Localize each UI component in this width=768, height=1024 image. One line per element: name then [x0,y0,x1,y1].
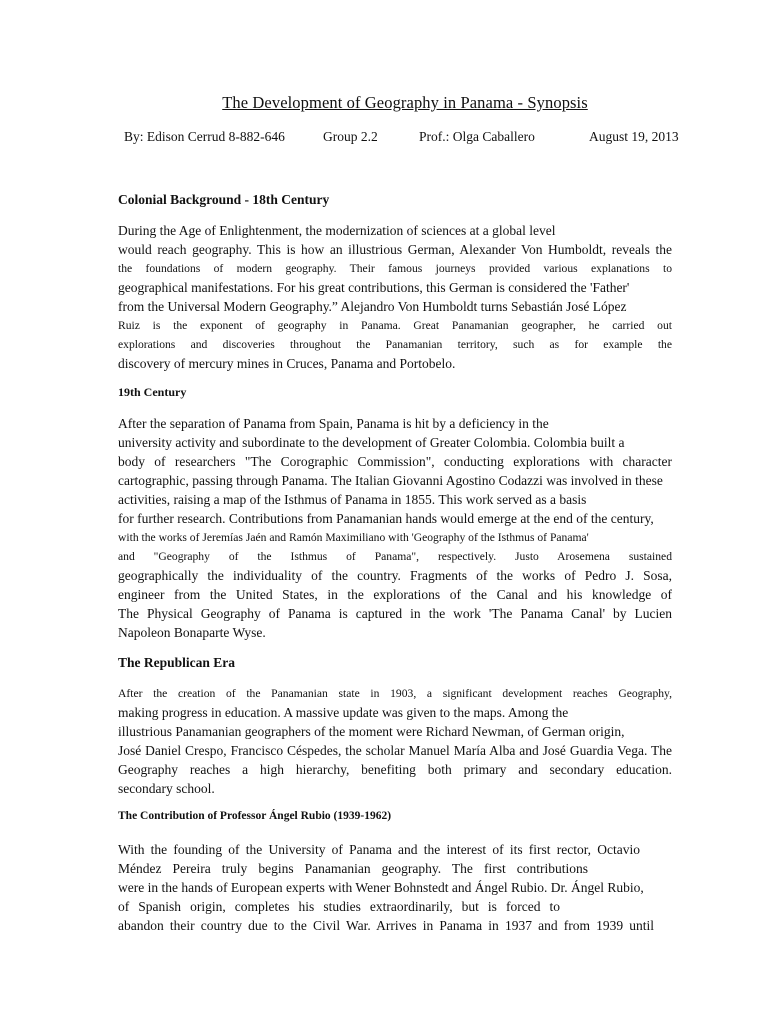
paragraph-line: of Spanish origin, completes his studies extraordinarily, but is forced to [118,899,560,914]
paragraph-line: discovery of mercury mines in Cruces, Panama and Portobelo. [118,356,456,371]
paragraph-line: geographical manifestations. For his great contributions, this German is considered the 'Father' [118,280,630,295]
paragraph-line: José Daniel Crespo, Francisco Céspedes, the scholar Manuel María Alba and José Guardia Vega. The [118,743,672,758]
paragraph-line: university activity and subordinate to the development of Greater Colombia. Colombia built a [118,435,625,450]
section-heading: The Republican Era [118,655,236,670]
paragraph-line: and "Geography of the Isthmus of Panama", respectively. Justo Arosemena sustained [118,550,672,563]
paragraph-line: with the works of Jeremías Jaén and Ramón Maximiliano with 'Geography of the Isthmus of Panama' [118,531,589,544]
section-heading: The Contribution of Professor Ángel Rubio (1939-1962) [118,810,392,822]
document-title: The Development of Geography in Panama - Synopsis [222,93,588,112]
paragraph-line: making progress in education. A massive update was given to the maps. Among the [118,705,569,720]
paragraph-line: cartographic, passing through Panama. The Italian Giovanni Agostino Codazzi was involved in these [118,473,663,488]
paragraph-line: Napoleon Bonaparte Wyse. [118,625,266,640]
paragraph-line: geographically the individuality of the country. Fragments of the works of Pedro J. Sosa, [118,568,672,583]
paragraph-line: After the separation of Panama from Spain, Panama is hit by a deficiency in the [118,416,549,431]
date-label: August 19, 2013 [589,129,679,144]
paragraph-line: During the Age of Enlightenment, the modernization of sciences at a global level [118,223,556,238]
paragraph-line: body of researchers "The Corographic Commission", conducting explorations with character [118,454,672,469]
professor-label: Prof.: Olga Caballero [419,129,535,144]
paragraph-line: for further research. Contributions from Panamanian hands would emerge at the end of the century, [118,511,654,526]
paragraph-line: engineer from the United States, in the explorations of the Canal and his knowledge of [118,587,672,602]
paragraph-line: would reach geography. This is how an illustrious German, Alexander Von Humboldt, reveals the [118,242,672,257]
paragraph-line: explorations and discoveries throughout the Panamanian territory, such as for example the [118,338,672,351]
paragraph-line: abandon their country due to the Civil War. Arrives in Panama in 1937 and from 1939 until [118,918,654,933]
group-label: Group 2.2 [323,129,378,144]
author-line: By: Edison Cerrud 8-882-646 [124,129,285,144]
paragraph-line: With the founding of the University of Panama and the interest of its first rector, Octavio [118,842,640,857]
paragraph-line: secondary school. [118,781,215,796]
paragraph-line: the foundations of modern geography. Their famous journeys provided various explanations to [118,262,672,275]
paragraph-line: illustrious Panamanian geographers of the moment were Richard Newman, of German origin, [118,724,625,739]
paragraph-line: Méndez Pereira truly begins Panamanian geography. The first contributions [118,861,588,876]
paragraph-line: Ruiz is the exponent of geography in Panama. Great Panamanian geographer, he carried out [118,319,672,332]
section-heading: Colonial Background - 18th Century [118,192,330,207]
paragraph-line: activities, raising a map of the Isthmus of Panama in 1855. This work served as a basis [118,492,587,507]
paragraph-line: After the creation of the Panamanian state in 1903, a significant development reaches Geography, [118,687,672,700]
section-heading: 19th Century [118,385,187,399]
paragraph-line: were in the hands of European experts with Wener Bohnstedt and Ángel Rubio. Dr. Ángel Rubio, [118,880,644,895]
paragraph-line: from the Universal Modern Geography.” Alejandro Von Humboldt turns Sebastián José López [118,299,627,314]
paragraph-line: The Physical Geography of Panama is captured in the work 'The Panama Canal' by Lucien [118,606,672,621]
paragraph-line: Geography reaches a high hierarchy, benefiting both primary and secondary education. [118,762,672,777]
